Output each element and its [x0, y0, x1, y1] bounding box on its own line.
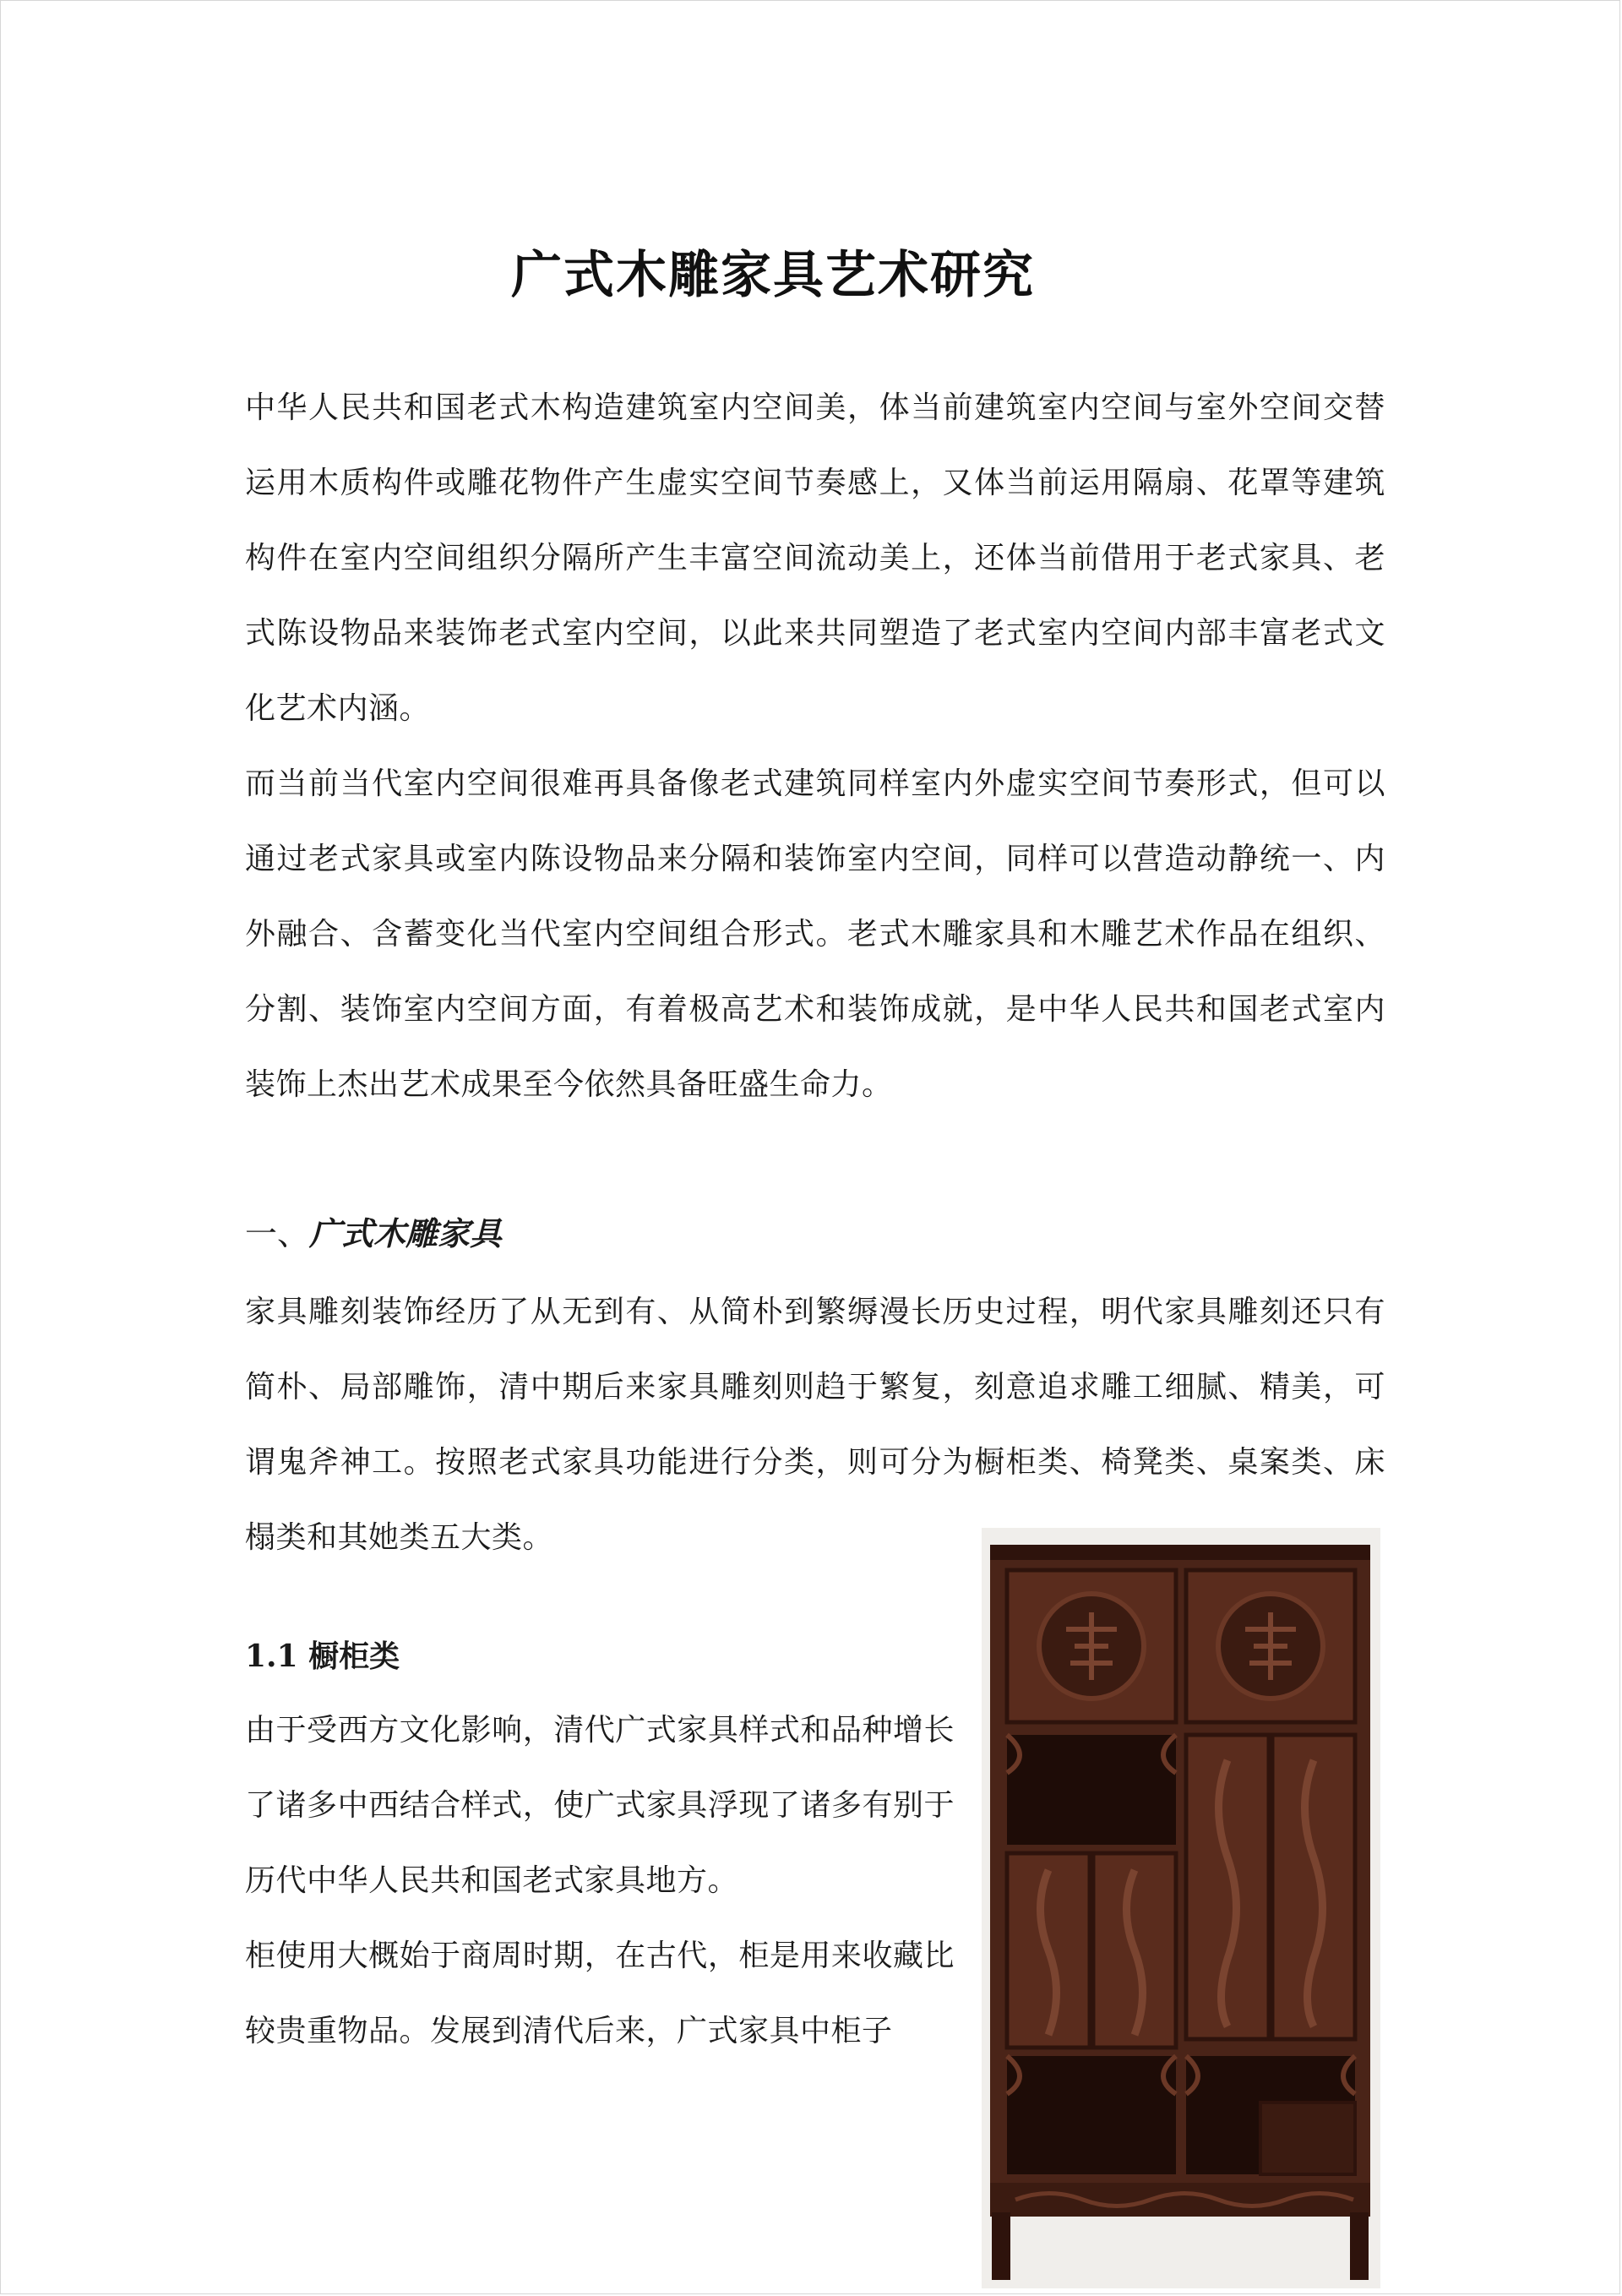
carved-cabinet-illustration — [982, 1528, 1380, 2288]
cabinet-photo — [982, 1528, 1380, 2288]
section-heading-1 — [245, 1208, 502, 1259]
section-number: 一、 — [245, 1215, 310, 1252]
intro-paragraph-2: 而当前当代室内空间很难再具备像老式建筑同样室内外虚实空间节奏形式，但可以通过老式家具或室内陈设物品来分隔和装饰室内空间，同样可以营造动静统一、内外融合、含蓄变化当代室内空间组合形式。老式木雕家具和木雕艺术作品在组织、分割、装饰室内空间方面，有着极高艺术和装饰成就，是中华人民共和国老式室内装饰上杰出艺术成果至今依然具备旺盛生命力。 — [245, 766, 1385, 1102]
subsection-1-1-paragraph-2: 柜使用大概始于商周时期，在古代，柜是用来收藏比较贵重物品。发展到清代后来，广式家具中柜子 — [245, 1939, 955, 2048]
subsection-heading-1-1: 1.1 橱柜类 — [245, 1639, 400, 1674]
intro-paragraph-1: 中华人民共和国老式木构造建筑室内空间美，体当前建筑室内空间与室外空间交替运用木质构件或雕花物件产生虚实空间节奏感上，又体当前运用隔扇、花罩等建筑构件在室内空间组织分隔所产生丰富空间流动美上，还体当前借用于老式家具、老式陈设物品来装饰老式室内空间，以此来共同塑造了老式室内空间内部丰富老式文化艺术内涵。 — [245, 390, 1385, 726]
subsection-1-1-paragraph-1: 由于受西方文化影响，清代广式家具样式和品种增长了诸多中西结合样式，使广式家具浮现了诸多有别于历代中华人民共和国老式家具地方。 — [245, 1713, 955, 1898]
section-1-paragraph: 家具雕刻装饰经历了从无到有、从简朴到繁缛漫长历史过程，明代家具雕刻还只有简朴、局部雕饰，清中期后来家具雕刻则趋于繁复，刻意追求雕工细腻、精美，可谓鬼斧神工。按照老式家具功能进行分类，则可分为橱柜类、椅凳类、桌案类、床榻类和其她类五大类。 — [245, 1295, 1385, 1555]
document-title: 广式木雕家具艺术研究 — [511, 246, 1035, 305]
section-title: 广式木雕家具 — [309, 1214, 503, 1252]
